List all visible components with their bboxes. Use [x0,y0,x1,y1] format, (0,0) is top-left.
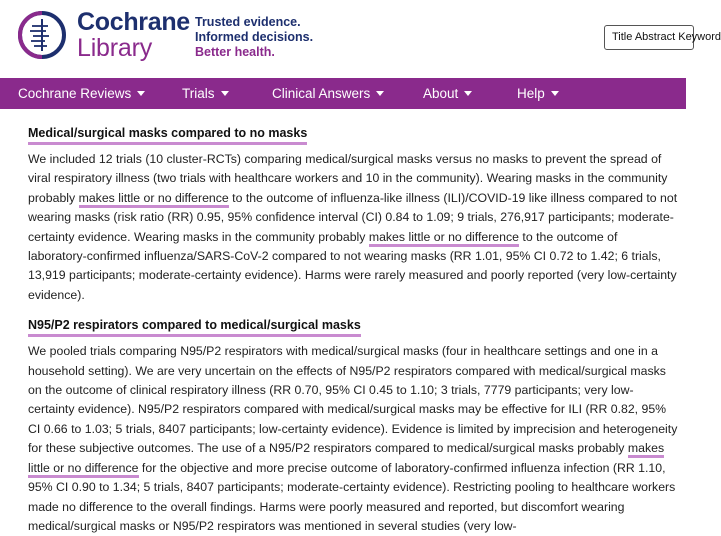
highlighted-phrase: makes little or no difference [28,441,664,477]
tagline-line-1: Trusted evidence. [195,15,301,29]
nav-item-clinical-answers[interactable] [272,78,384,109]
abstract-content [28,124,678,536]
logo-wordmark[interactable] [77,10,190,61]
nav-item-label: Clinical Answers [272,86,371,101]
highlighted-phrase: makes little or no difference [369,230,519,247]
nav-item-label: Trials [182,86,215,101]
caret-down-icon [221,91,229,96]
caret-down-icon [376,91,384,96]
caret-down-icon [137,91,145,96]
nav-item-cochrane-reviews[interactable] [18,78,145,109]
nav-item-label: About [423,86,459,101]
nav-item-about[interactable] [423,78,472,109]
nav-item-label: Help [517,86,545,101]
tagline [195,15,313,60]
paragraph-text: for the objective and more precise outcome of laboratory-confirmed influenza infection (RR 1.10, 95% CI 0.90 to 1.34; 5 trials, 8407 participants; moderate-certainty evidence). Restricting pooling to healthcare workers made no difference to the overall findings. Harms were poorly measured and reported, but discomfort wearing medical/surgical masks or N95/P2 respirators was mentioned in several studies (very low- [28,460,676,533]
logo-cochrane-text: Cochrane [77,8,190,36]
nav-item-help[interactable] [517,78,559,109]
tagline-line-2: Informed decisions. [195,30,314,44]
paragraph-text: to the outcome of laboratory-confirmed influenza/SARS-CoV-2 compared to not wearing masks (RR 1.01, 95% CI 0.72 to 1.42; 6 trials, 13,919 participants; moderate-certainty evidence). Harms were rarely measured and poorly reported (very low-certainty evidence). [28,229,677,302]
nav-item-label: Cochrane Reviews [18,86,132,101]
logo-library-text: Library [77,34,153,62]
caret-down-icon [551,91,559,96]
paragraph-text: to the outcome of influenza-like illness (ILI)/COVID-19 like illness compared to not wearing masks (risk ratio (RR) 0.95, 95% confidence interval (CI) 0.84 to 1.09; 9 trials, 276,917 participants; moderate-certainty evidence. Wearing masks in the community probably [28,190,678,244]
paragraph-text: We included 12 trials (10 cluster-RCTs) comparing medical/surgical masks versus no masks to prevent the spread of viral respiratory illness (two trials with healthcare workers and 10 in the community). Wearing masks in the community probably [28,152,668,205]
section-paragraph [28,342,678,536]
search-scope-select[interactable]: Title Abstract Keyword [604,25,694,50]
section-heading: N95/P2 respirators compared to medical/surgical masks [28,317,361,337]
highlighted-phrase: makes little or no difference [79,191,229,208]
section-heading: Medical/surgical masks compared to no masks [28,125,307,145]
tagline-line-3: Better health. [195,45,275,59]
main-nav [0,78,686,109]
paragraph-text: We pooled trials comparing N95/P2 respirators with medical/surgical masks (four in healthcare settings and one in a household setting). We are very uncertain on the effects of N95/P2 respirators compared with medical/surgical masks on the outcome of clinical respiratory illness (RR 0.70, 95% CI 0.45 to 1.10; 3 trials, 7779 participants; very low-certainty evidence). N95/P2 respirators compared with medical/surgical masks may be effective for ILI (RR 0.82, 95% CI 0.66 to 1.03; 5 trials, 8407 participants; low-certainty evidence). Evidence is limited by imprecision and heterogeneity for these subjective outcomes. The use of a N95/P2 respirators compared to medical/surgical masks probably [28,344,678,456]
nav-item-trials[interactable] [182,78,229,109]
caret-down-icon [464,91,472,96]
cochrane-logo-icon[interactable] [18,11,66,59]
section-n95-vs-masks [28,316,678,536]
section-masks-vs-no-masks [28,124,678,305]
section-paragraph [28,150,678,305]
site-header [0,0,721,78]
